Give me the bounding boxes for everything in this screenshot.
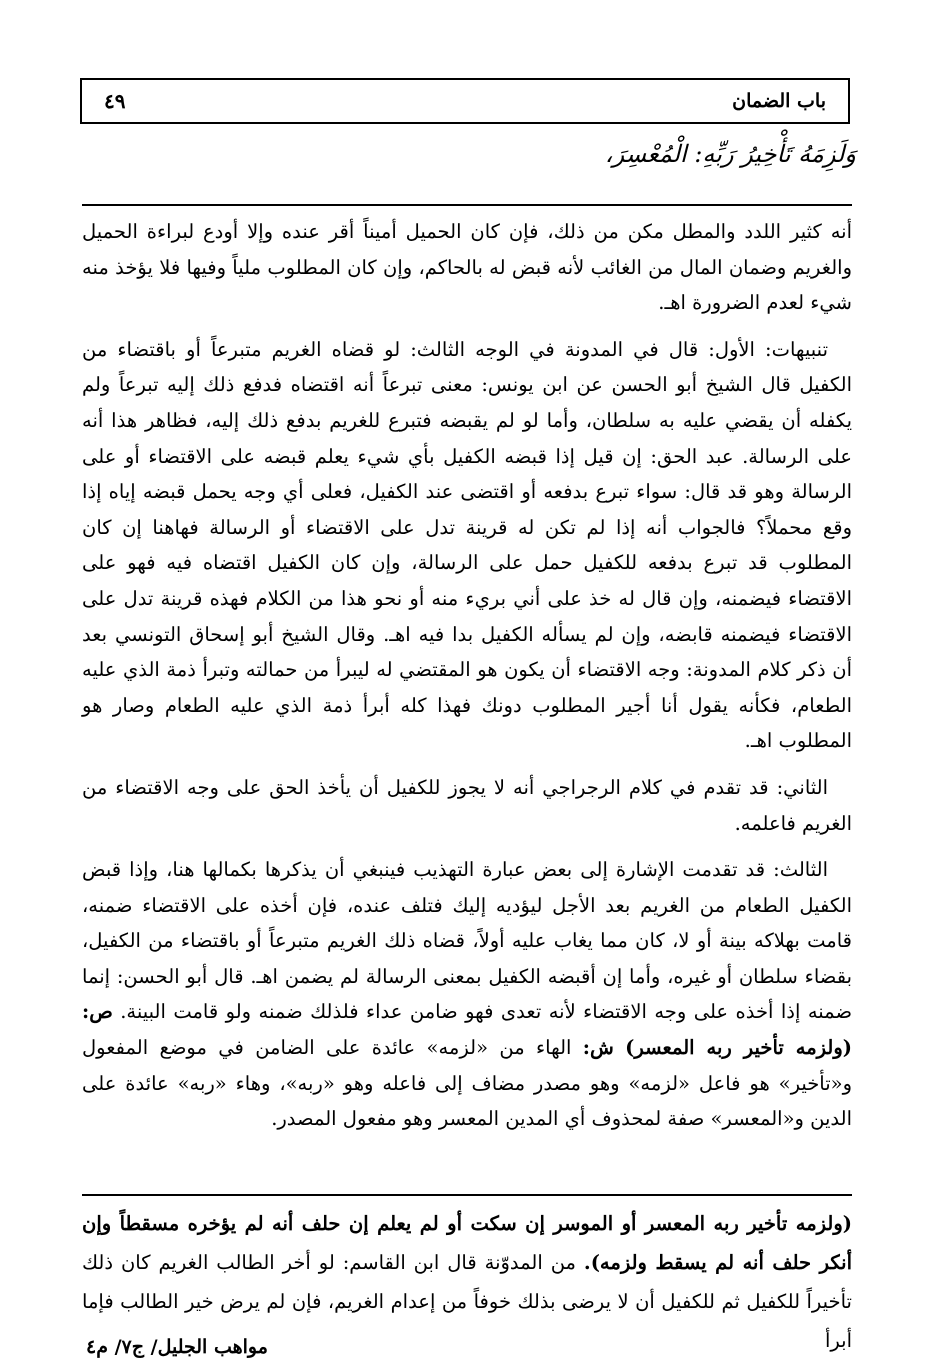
commentary-paragraph-1: أنه كثير اللدد والمطل مكن من ذلك، فإن كان الحميل أميناً أقر عنده وإلا أودع لبراءة الحميل والغريم وضمان المال من الغائب لأنه قبض له بالحاكم، وإن كان المطلوب ملياً وفيها فلا يؤخذ منه شيء لعدم الضرورة اهـ. (82, 220, 852, 315)
footer-signature: مواهب الجليل/ ج٧/ م٤ (86, 1336, 268, 1358)
running-header (80, 78, 850, 124)
commentary-paragraph-3: الثاني: قد تقدم في كلام الرجراجي أنه لا يجوز للكفيل أن يأخذ الحق على وجه الاقتضاء من الغريم فاعلمه. (82, 775, 852, 835)
matn-text: وَلَزِمَهُ تَأْخِيرُ رَبِّهِ: الْمُعْسِرَ، (604, 140, 856, 168)
middle-divider (82, 1194, 852, 1196)
sharh-label: ش: (582, 1036, 614, 1060)
commentary-paragraph-2: تنبيهات: الأول: قال في المدونة في الوجه الثالث: لو قضاه الغريم متبرعاً أو باقتضاء من الكفيل قال الشيخ أبو الحسن عن ابن يونس: معنى تبرعاً أنه اقتضاه فدفع ذلك إليه تبرعاً ولم يكفله أن يقضي عليه به سلطان، وأما لو لم يقبضه فتبرع للغريم بدفع ذلك إليه، فظاهر هذا أنه على الرسالة. عبد الحق: إن قيل إذا قبضه الكفيل بأي شيء يعلم قبضه على الاقتضاء أو على الرسالة وهو قد قال: سواء تبرع بدفعه أو اقتضى عند الكفيل، فعلى أي وجه يحمل قبضه إياه إذا وقع محملاً؟ فالجواب أنه إذا لم تكن له قرينة تدل على الاقتضاء أو الرسالة فهاهنا إن كان المطلوب قد تبرع بدفعه للكفيل حمل على الرسالة، وإن كان الكفيل اقتضاه فيه فهو على الاقتضاء فيضمنه، وإن قال له خذ على أني بريء منه أو نحو هذا من الكلام فهذه قرينة تدل على الاقتضاء فيضمنه قابضه، وإن لم يسأله الكفيل بدا فيه اهـ. وقال الشيخ أبو إسحاق التونسي بعد أن ذكر كلام المدونة: وجه الاقتضاء أن يكون هو المقتضي له ليبرأ من حمالته وتبرأ ذمة الذي عليه الطعام، فكأنه يقول أنا أجير المطلوب دونك فهذا كله أبرأ ذمة الذي عليه الطعام وصار هو المطلوب اهـ. (82, 337, 852, 753)
sharh-text: الهاء من «لزمه» عائدة على الضامن في موضع المفعول و«تأخير» هو فاعل «لزمه» وهو مصدر مضاف إلى فاعله وهو «ربه»، وهاء «ربه» عائدة على الدين و«المعسر» صفة لمحذوف أي المدين المعسر وهو مفعول المصدر. (82, 1036, 852, 1131)
page-number: ٤٩ (104, 89, 126, 113)
matn-quote: (ولزمه تأخير ربه المعسر) (625, 1036, 853, 1060)
commentary-section (82, 214, 852, 1148)
top-divider (82, 204, 852, 206)
commentary-paragraph-4 (82, 852, 852, 1137)
commentary-paragraph-4-text: الثالث: قد تقدمت الإشارة إلى بعض عبارة التهذيب فينبغي أن يذكرها بكمالها هنا، وإذا قبض الكفيل الطعام من الغريم بعد الأجل ليؤديه إليك فتلف عنده، فإن أخذه على الاقتضاء ضمنه، قامت بهلاكه بينة أو لا، كان مما يغاب عليه أولاً، قضاه ذلك الغريم متبرعاً أو باقتضاء من الكفيل، بقضاء سلطان أو غيره، وأما إن أقبضه الكفيل بمعنى الرسالة لم يضمن اهـ. قال أبو الحسن: إنما ضمنه إذا أخذه على وجه الاقتضاء لأنه تعدى فهو ضامن عداء فلذلك ضمنه ولو قامت البينة. (82, 858, 852, 1024)
lower-commentary-text: من المدوّنة قال ابن القاسم: لو أخر الطالب الغريم كان ذلك تأخيراً للكفيل ثم للكفيل أن لا يرضى بذلك خوفاً من إعدام الغريم، فإن لم يرض خير الطالب فإما أبرأ (82, 1251, 852, 1352)
chapter-title: باب الضمان (732, 90, 826, 112)
matn-bold-text: (ولزمه تأخير ربه المعسر أو الموسر إن سكت أو لم يعلم إن حلف أنه لم يؤخره مسقطاً وإن أنكر حلف أنه لم يسقط ولزمه). (82, 1212, 852, 1274)
matn-label: ص: (82, 1000, 113, 1024)
